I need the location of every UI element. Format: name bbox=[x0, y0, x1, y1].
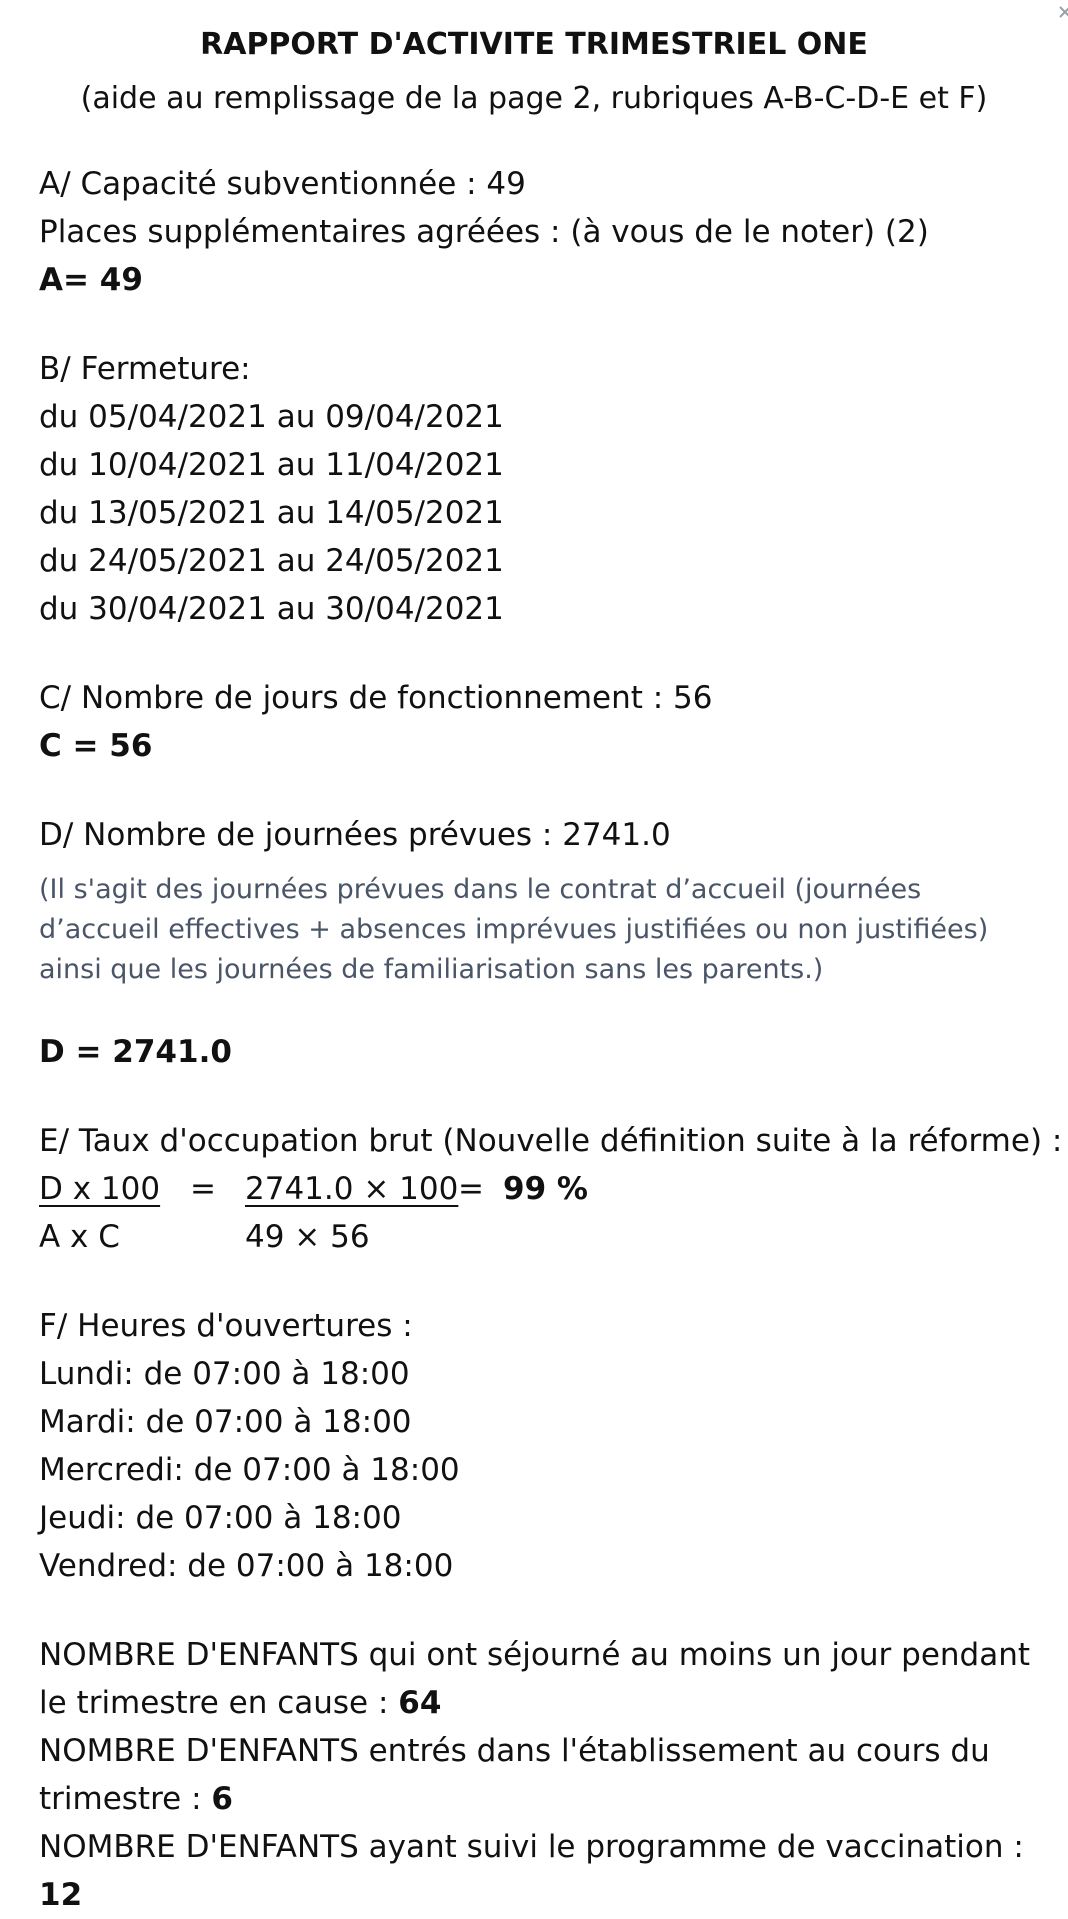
children-vaccinated bbox=[39, 1823, 1049, 1919]
value-equals: = bbox=[458, 1171, 484, 1207]
opening-hours-heading: F/ Heures d'ouvertures : bbox=[39, 1308, 413, 1344]
occupancy-result: 99 % bbox=[503, 1171, 588, 1207]
planned-days-line: D/ Nombre de journées prévues : 2741.0 bbox=[39, 817, 671, 853]
value-denominator: 49 × 56 bbox=[245, 1219, 370, 1255]
children-vaccinated-label: NOMBRE D'ENFANTS ayant suivi le programme de vaccination : bbox=[39, 1829, 1024, 1865]
children-stayed-value: 64 bbox=[398, 1685, 442, 1721]
children-stayed-label: NOMBRE D'ENFANTS qui ont séjourné au moins un jour pendant le trimestre en cause : bbox=[39, 1637, 1031, 1721]
opening-hours-day: Jeudi: de 07:00 à 18:00 bbox=[39, 1500, 402, 1536]
page-title: RAPPORT D'ACTIVITE TRIMESTRIEL ONE bbox=[200, 27, 868, 62]
children-stayed bbox=[39, 1631, 1049, 1727]
children-entered-value: 6 bbox=[211, 1781, 233, 1817]
closure-period: du 10/04/2021 au 11/04/2021 bbox=[39, 447, 504, 483]
occupancy-heading: E/ Taux d'occupation brut (Nouvelle définition suite à la réforme) : bbox=[39, 1123, 1063, 1159]
opening-hours-day: Mercredi: de 07:00 à 18:00 bbox=[39, 1452, 460, 1488]
capacity-line: A/ Capacité subventionnée : 49 bbox=[39, 166, 526, 202]
opening-hours-day: Lundi: de 07:00 à 18:00 bbox=[39, 1356, 410, 1392]
occupancy-formula bbox=[39, 1165, 1049, 1261]
value-numerator: 2741.0 × 100 bbox=[245, 1171, 459, 1207]
children-entered-label: NOMBRE D'ENFANTS entrés dans l'établissement au cours du trimestre : bbox=[39, 1733, 990, 1817]
formula-equals: = bbox=[190, 1171, 216, 1207]
opening-hours-day: Vendred: de 07:00 à 18:00 bbox=[39, 1548, 454, 1584]
closure-period: du 13/05/2021 au 14/05/2021 bbox=[39, 495, 504, 531]
formula-denominator: A x C bbox=[39, 1219, 120, 1255]
closure-heading: B/ Fermeture: bbox=[39, 351, 251, 387]
children-entered bbox=[39, 1727, 1049, 1823]
planned-days-note: (Il s'agit des journées prévues dans le contrat d’accueil (journées d’accueil effectives + absences imprévues justifiées ou non justifiées) ainsi que les journées de familiarisation sans les parents.) bbox=[39, 874, 989, 985]
page-subtitle: (aide au remplissage de la page 2, rubriques A-B-C-D-E et F) bbox=[80, 81, 988, 116]
report-content bbox=[39, 160, 1063, 1919]
c-result: C = 56 bbox=[39, 728, 153, 764]
close-icon[interactable] bbox=[1050, 0, 1068, 24]
closure-period: du 30/04/2021 au 30/04/2021 bbox=[39, 591, 504, 627]
closure-period: du 24/05/2021 au 24/05/2021 bbox=[39, 543, 504, 579]
children-vaccinated-value: 12 bbox=[39, 1877, 83, 1913]
formula-numerator: D x 100 bbox=[39, 1171, 161, 1207]
operating-days-line: C/ Nombre de jours de fonctionnement : 56 bbox=[39, 680, 713, 716]
closure-period: du 05/04/2021 au 09/04/2021 bbox=[39, 399, 504, 435]
opening-hours-day: Mardi: de 07:00 à 18:00 bbox=[39, 1404, 412, 1440]
a-result: A= 49 bbox=[39, 262, 143, 298]
d-result: D = 2741.0 bbox=[39, 1034, 232, 1070]
extra-places-line: Places supplémentaires agréées : (à vous de le noter) (2) bbox=[39, 214, 929, 250]
